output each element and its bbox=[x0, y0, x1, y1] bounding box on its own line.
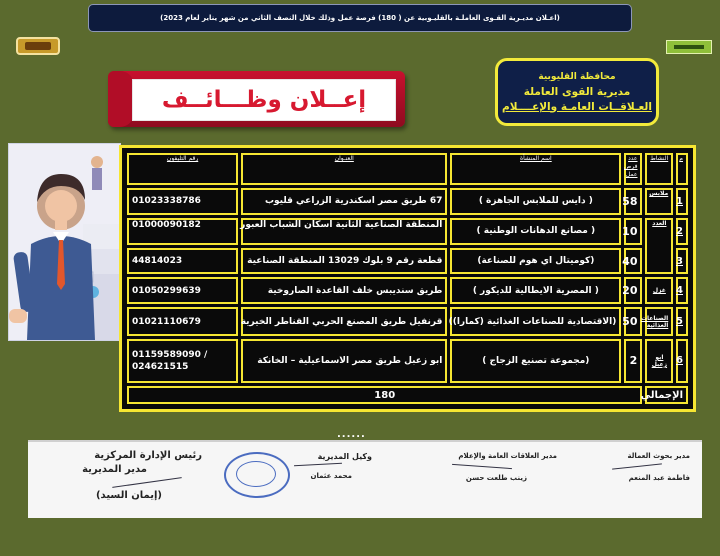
page-title: إعــلان وظـــائــف bbox=[132, 79, 396, 121]
header-num: م bbox=[676, 153, 688, 185]
signature-title-2: مدير العلاقات العامة والإعلام bbox=[458, 452, 557, 460]
row-phone: 01000090182 bbox=[127, 218, 238, 245]
signature-name-4: (إيمان السيد) bbox=[95, 490, 162, 501]
header-count: عدد فرص عمل bbox=[624, 153, 642, 185]
official-stamp bbox=[224, 452, 290, 498]
row-activity: الصناعات الغذائية bbox=[645, 307, 673, 335]
row-num: 1 bbox=[676, 188, 688, 215]
table-row bbox=[127, 248, 688, 275]
businessman-illustration bbox=[8, 143, 121, 341]
table-total-row bbox=[127, 386, 688, 404]
row-activity: ابو زعبل bbox=[645, 339, 673, 383]
governorate-logo bbox=[666, 40, 712, 54]
signature-strip bbox=[28, 440, 702, 518]
row-company: ( مصانع الدهانات الوطنية ) bbox=[450, 218, 621, 245]
row-count: 58 bbox=[624, 188, 642, 215]
organization-box bbox=[495, 58, 659, 126]
row-phone: 01023338786 bbox=[127, 188, 238, 215]
row-count: 40 bbox=[624, 248, 642, 275]
row-phone bbox=[127, 339, 238, 383]
signature-name-3: محمد عثمان bbox=[310, 472, 352, 480]
ribbon-curl bbox=[108, 71, 134, 127]
separator-dots: ...... bbox=[337, 429, 366, 440]
announcement-banner bbox=[88, 4, 632, 32]
row-phone: 01050299639 bbox=[127, 277, 238, 304]
header-company: اسم المنشأة bbox=[450, 153, 621, 185]
directorate-name: مديرية القوى العاملة bbox=[523, 85, 631, 98]
row-address: قطعة رقم 9 بلوك 13029 المنطقة الصناعية bbox=[241, 248, 447, 275]
row-phone: 44814023 bbox=[127, 248, 238, 275]
row-num: 6 bbox=[676, 339, 688, 383]
handwritten-signature-1 bbox=[612, 463, 662, 469]
row-company: (الاقتصادية للصناعات الغذائية (كمارا)) bbox=[450, 307, 621, 335]
table-row bbox=[127, 218, 688, 245]
row-company: (مجموعة تصنيع الزجاج ) bbox=[450, 339, 621, 383]
header-activity: النشاط bbox=[645, 153, 673, 185]
governorate-name: محافظة القليوبية bbox=[538, 71, 616, 82]
signature-title-4: رئيس الإدارة المركزية bbox=[94, 450, 202, 461]
signature-name-1: فاطمة عبد المنعم bbox=[628, 474, 690, 482]
header-address: العنـوان bbox=[241, 153, 447, 185]
row-company: ( دايس للملابس الجاهزة ) bbox=[450, 188, 621, 215]
row-num: 5 bbox=[676, 307, 688, 335]
table-row bbox=[127, 277, 688, 304]
department-name: العـلاقــات العامـة والإعــــلام bbox=[502, 100, 652, 113]
row-address: 67 طريق مصر اسكندرية الزراعي قليوب bbox=[241, 188, 447, 215]
row-num: 4 bbox=[676, 277, 688, 304]
row-address: ابو زعبل طريق مصر الاسماعيلية – الخانكة bbox=[241, 339, 447, 383]
row-address: المنطقة الصناعية الثانية اسكان الشباب العبور bbox=[241, 218, 447, 245]
row-address: قرنفيل طريق المصنع الحربي القناطر الخيرية bbox=[241, 307, 447, 335]
table-header-row bbox=[127, 153, 688, 185]
row-count: 10 bbox=[624, 218, 642, 245]
handwritten-signature-4 bbox=[112, 477, 181, 488]
row-count: 2 bbox=[624, 339, 642, 383]
total-label: الإجمالي bbox=[645, 386, 688, 404]
row-company: ( المصرية الايطالية للديكور ) bbox=[450, 277, 621, 304]
row-num: 2 bbox=[676, 218, 688, 245]
row-activity: ملابس bbox=[645, 188, 673, 215]
row-phone-2: 024621515 bbox=[132, 361, 189, 372]
row-count: 20 bbox=[624, 277, 642, 304]
total-value: 180 bbox=[127, 386, 642, 404]
signature-subtitle-4: مدير المديرية bbox=[82, 464, 147, 475]
header-phone: رقم التليفون bbox=[127, 153, 238, 185]
banner-text: (اعـلان مديـرية القـوى العاملـة بالقليـوبية عن ( 180) فرصة عمل وذلك خلال النصف الثاني من شهر يناير لعام 2023) bbox=[160, 14, 560, 22]
row-address: طريق سنديبس خلف القاعدة الصاروخية bbox=[241, 277, 447, 304]
table-row bbox=[127, 339, 688, 383]
signature-name-2: زينب طلعت حسن bbox=[465, 474, 527, 482]
handwritten-signature-2 bbox=[452, 464, 512, 469]
row-phone-1: 01159589090 / bbox=[132, 349, 208, 360]
table-row bbox=[127, 307, 688, 335]
row-activity: غزل bbox=[645, 277, 673, 304]
job-table bbox=[119, 145, 696, 412]
handwritten-signature-3 bbox=[294, 463, 342, 467]
row-company: (كوميتال اي هوم للصناعة) bbox=[450, 248, 621, 275]
signature-title-1: مدير بحوث العمالة bbox=[627, 452, 690, 460]
ministry-logo bbox=[16, 37, 60, 55]
row-count: 50 bbox=[624, 307, 642, 335]
signature-title-3: وكيل المديرية bbox=[317, 452, 372, 461]
title-ribbon bbox=[108, 71, 405, 127]
row-phone: 01021110679 bbox=[127, 307, 238, 335]
row-num: 3 bbox=[676, 248, 688, 275]
table-row bbox=[127, 188, 688, 215]
row-activity: العدد bbox=[645, 218, 673, 275]
